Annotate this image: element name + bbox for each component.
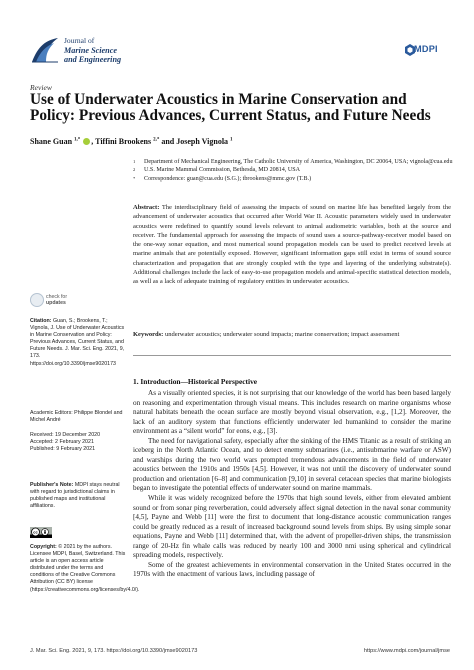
academic-editors	[30, 410, 126, 424]
affiliation-text: Department of Mechanical Engineering, The Catholic University of America, Washington, DC 20064, USA; vignola@cua.edu	[144, 159, 453, 165]
keywords-label: Keywords:	[133, 331, 164, 338]
footer-citation[interactable]: J. Mar. Sci. Eng. 2021, 9, 173. https://doi.org/10.3390/jmse9020173	[30, 648, 198, 654]
check-updates-icon[interactable]	[30, 293, 44, 307]
article-dates	[30, 432, 126, 453]
section-divider	[133, 355, 451, 356]
author-list: Shane Guan $^{1,*}$ , Tiffini Brookens $^{2,*}$ and Joseph Vignola $^1$	[30, 137, 233, 146]
affiliation-number: 1	[133, 159, 136, 164]
section-heading: 1. Introduction—Historical Perspective	[133, 377, 258, 386]
author-name[interactable]: Tiffini Brookens	[95, 137, 152, 146]
affiliation-item	[133, 166, 453, 174]
body-paragraph: As a visually oriented species, it is not surprising that our knowledge of the world has been based largely on reasoning and experimentation through visual means. This includes research on marine organisms whose natural habitats beneath the ocean surface are mostly beyond visual observation, e.g., [1,2]. Moreover, the lack of an auditory system that functions efficiently underwater led humankind to consider the marine environment as a “silent world” for eons, e.g., [3].	[133, 389, 451, 436]
affiliations	[133, 158, 453, 183]
journal-name[interactable]	[64, 36, 121, 65]
citation	[30, 318, 126, 368]
editors-text: Philippe Blondel and Michel André	[30, 410, 123, 424]
orcid-icon[interactable]	[83, 138, 90, 145]
journal-logo-icon	[30, 36, 60, 64]
author-join: and	[161, 137, 175, 146]
copyright-label: Copyright:	[30, 544, 57, 550]
editors-label: Academic Editors:	[30, 410, 73, 416]
copyright	[30, 544, 140, 594]
citation-label: Citation:	[30, 318, 52, 324]
affiliation-number: 2	[133, 167, 136, 173]
affiliation-number: *	[133, 175, 136, 181]
body-paragraph: The need for navigational safety, especially after the sinking of the HMS Titanic as a result of striking an iceberg in the North Atlantic Ocean, and to detect enemy submarines (i.e., antisubmarine warfare or ASW) and warships during the two world wars prompted tremendous advancements in the field of underwater acoustics between the 1910s and 1950s [4,5]. However, it was not until the discovery of underwater sound production and orientation [6–8] and communication [9,10] in several cetacean species that marine biologists began to investigate the potential effects of underwater sound on marine mammals.	[133, 436, 451, 493]
publisher-logo-text[interactable]: MDPI	[414, 44, 438, 54]
accepted-date: Accepted: 2 February 2021	[30, 439, 94, 446]
received-date: Received: 19 December 2020	[30, 432, 101, 438]
article-type: Review	[30, 83, 52, 92]
author-superscript: 1,*	[74, 137, 81, 143]
publisher-note	[30, 482, 126, 510]
author-superscript: 2,*	[153, 137, 160, 143]
publisher-note-text: MDPI stays neutral with regard to jurisdictional claims in published maps and institutional affiliations.	[30, 482, 120, 510]
copyright-text: © 2021 by the authors. Licensee MDPI, Basel, Switzerland. This article is an open access article distributed under the terms and conditions of the Creative Commons Attribution (CC BY) license (https://creativecommons.org/licenses/by/4.0/).	[30, 544, 140, 593]
article-title: Use of Underwater Acoustics in Marine Conservation and Policy: Previous Advances, Current Status, and Future Needs	[30, 91, 431, 125]
check-updates-line1: check for	[46, 294, 68, 300]
body-paragraph: Some of the greatest achievements in environmental conservation in the United States occurred in the 1970s with the enactment of various laws, including passage of	[133, 560, 451, 579]
journal-name-line3: and Engineering	[64, 55, 122, 65]
keywords	[133, 330, 451, 339]
published-date: Published: 9 February 2021	[30, 446, 96, 453]
author-name[interactable]: Shane Guan	[30, 137, 73, 146]
affiliation-item	[133, 175, 453, 183]
author-superscript: 1	[230, 137, 233, 143]
check-updates-line2: updates	[46, 300, 66, 306]
affiliation-text: Correspondence: guan@cua.edu (S.G.); tbrookens@mmc.gov (T.B.)	[144, 175, 312, 182]
publisher-note-label: Publisher's Note:	[30, 482, 74, 488]
check-for-updates[interactable]	[46, 294, 67, 306]
section-body	[133, 389, 451, 580]
author-name[interactable]: Joseph Vignola	[176, 137, 229, 146]
journal-name-line1: Journal of	[64, 36, 95, 45]
footer-journal-link[interactable]: https://www.mdpi.com/journal/jmse	[363, 648, 450, 654]
abstract-text: The interdisciplinary field of assessing the impacts of sound on marine life has benefited largely from the advancement of underwater acoustics that occurred after World War II. Acoustic parameters widely used in underwater acoustics were redefined to quantify sound levels relevant to animal audiometric variables, both at the source and receiver. The fundamental approach for assessing the impacts of sound uses a source-pathway-receiver model based on the one-way sonar equation, and most numerical sound propagation models can be used to predict received levels at marine animals that are potentially exposed. However, significant information gaps still exist in terms of sound source characterization and propagation that are strongly coupled with the type and layering of the underlying substrate(s). Additional challenges include the lack of easy-to-use propagation models and animal-specific statistical detection models, as well as a lack of adequate training of regulatory entities in underwater acoustics.	[133, 204, 451, 286]
abstract	[133, 203, 451, 287]
body-paragraph: While it was widely recognized before the 1970s that high sound levels, either from elevated ambient sound or from sonar ping reverberation, could adversely affect signal detection in the naval sonar community [4,5], Payne and Webb [11] were the first to document that long-distance acoustic communication ranges could be greatly reduced as a result of increased background sound levels from ships. By using simple sonar equations, Payne and Webb [11] determined that, with the advent of propeller-driven ships, the transmission range of 20-Hz fin whale calls was reduced by nearly 100 and 3000 nmi using spherical and cylindrical spreading models, respectively.	[133, 494, 451, 560]
keywords-text: underwater acoustics; underwater sound impacts; marine conservation; impact assessment	[164, 331, 400, 338]
affiliation-text: U.S. Marine Mammal Commission, Bethesda, MD 20814, USA	[144, 167, 301, 174]
cc-by-license-icon[interactable]	[30, 527, 52, 538]
page-footer	[30, 648, 450, 654]
journal-name-line2: Marine Science	[64, 45, 117, 55]
abstract-label: Abstract:	[133, 204, 160, 211]
citation-text[interactable]: Guan, S.; Brookens, T.; Vignola, J. Use of Underwater Acoustics in Marine Conservation and Policy: Previous Advances, Current Status, and Future Needs. J. Mar. Sci. Eng. 2021, 9, 173. https://doi.org/10.3390/jmse9020173	[30, 318, 125, 367]
cc-badge-text: cc	[33, 529, 38, 535]
affiliation-item	[133, 158, 453, 166]
